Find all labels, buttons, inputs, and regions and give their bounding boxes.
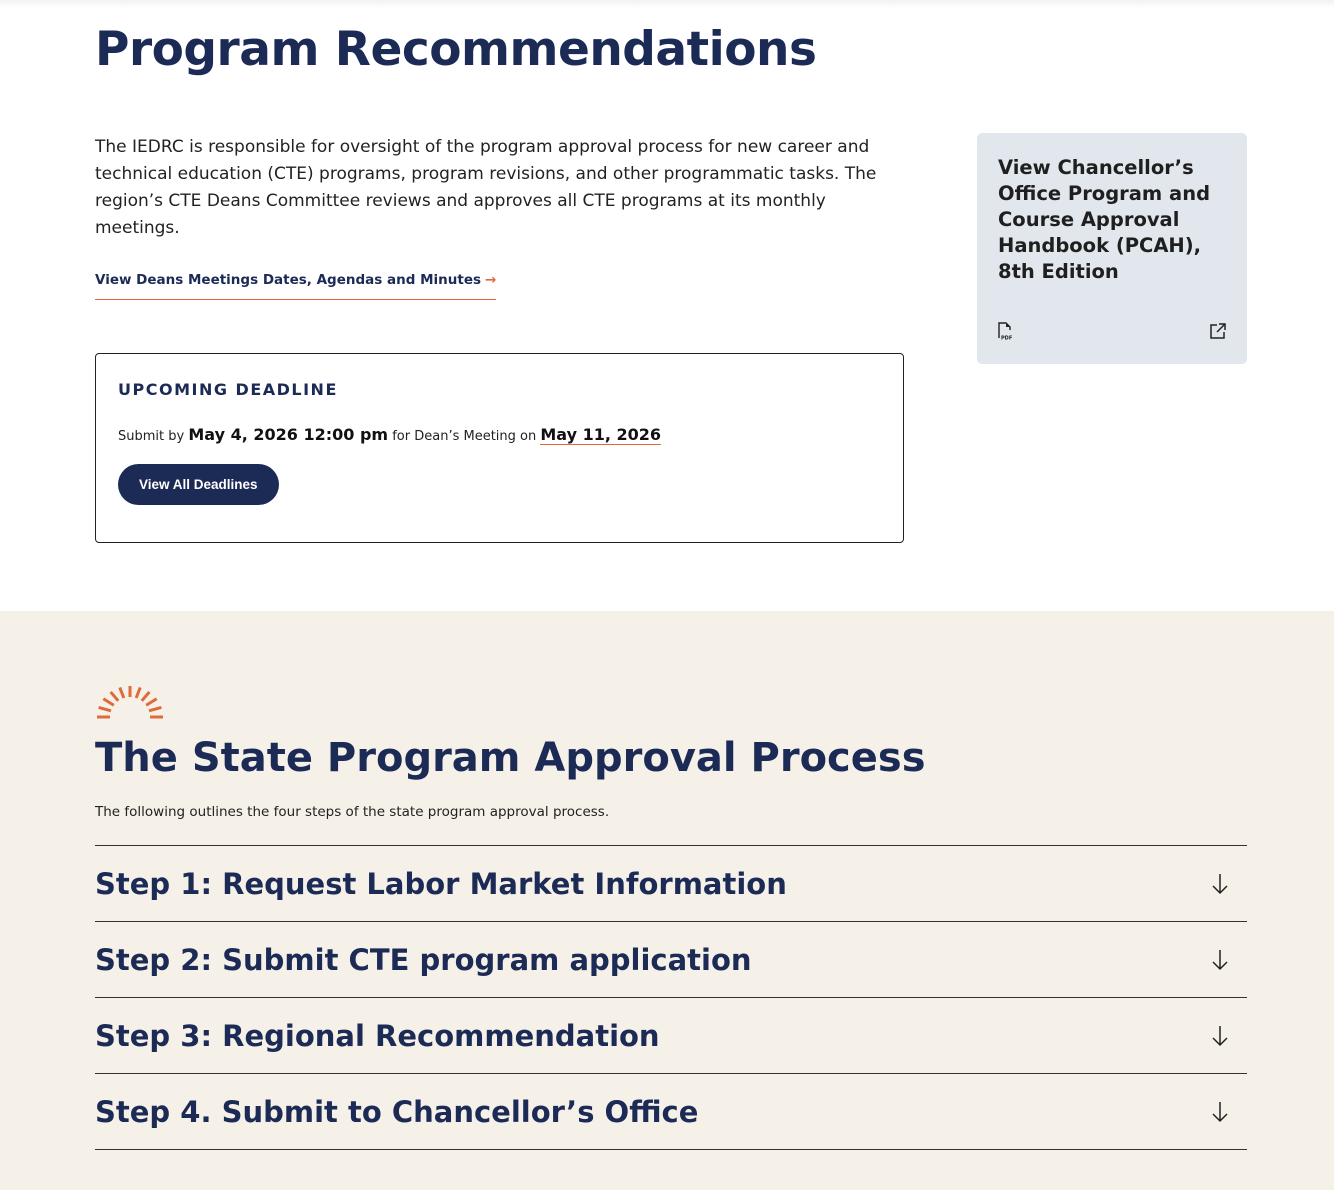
view-all-deadlines-button[interactable]: View All Deadlines (118, 464, 279, 505)
intro-text: The IEDRC is responsible for oversight of the program approval process for new career and technical education (CTE) programs, program revisions, and other programmatic tasks. The region’s CTE Deans Committee reviews and approves all CTE programs at its monthly meetings. (95, 137, 877, 238)
meeting-date: May 11, 2026 (540, 425, 662, 444)
step-label: Step 1: Request Labor Market Information (95, 866, 787, 901)
submit-date: May 4, 2026 12:00 pm (188, 425, 389, 444)
submit-by-label: Submit by (118, 429, 185, 444)
deadline-title: UPCOMING DEADLINE (118, 380, 338, 399)
deadline-box (95, 353, 904, 543)
pcah-card[interactable] (977, 133, 1247, 364)
arrow-right-icon: → (485, 272, 497, 288)
process-section (0, 611, 1334, 1190)
external-link-icon (1210, 323, 1226, 339)
step-label: Step 3: Regional Recommendation (95, 1018, 660, 1053)
page-title: Program Recommendations (95, 22, 817, 77)
sunburst-icon (95, 683, 165, 719)
arrow-down-icon (1211, 1025, 1229, 1047)
step-label: Step 2: Submit CTE program application (95, 942, 752, 977)
meetings-link[interactable] (95, 272, 496, 300)
process-subtitle: The following outlines the four steps of the state program approval process. (95, 804, 610, 820)
for-meeting-label: for Dean’s Meeting on (392, 429, 537, 444)
svg-text:PDF: PDF (1001, 335, 1013, 340)
step-4[interactable] (95, 1074, 1247, 1150)
arrow-down-icon (1211, 1101, 1229, 1123)
process-title: The State Program Approval Process (95, 735, 926, 781)
card-title: View Chancellor’s Office Program and Course Approval Handbook (PCAH), 8th Edition (998, 156, 1211, 283)
arrow-down-icon (1211, 949, 1229, 971)
arrow-down-icon (1211, 873, 1229, 895)
deadline-line (118, 425, 881, 444)
steps-accordion (95, 845, 1247, 1150)
step-3[interactable] (95, 998, 1247, 1074)
pdf-icon (997, 322, 1013, 340)
step-1[interactable] (95, 846, 1247, 922)
step-label: Step 4. Submit to Chancellor’s Office (95, 1094, 699, 1129)
step-2[interactable] (95, 922, 1247, 998)
meetings-link-label: View Deans Meetings Dates, Agendas and Minutes (95, 272, 482, 288)
